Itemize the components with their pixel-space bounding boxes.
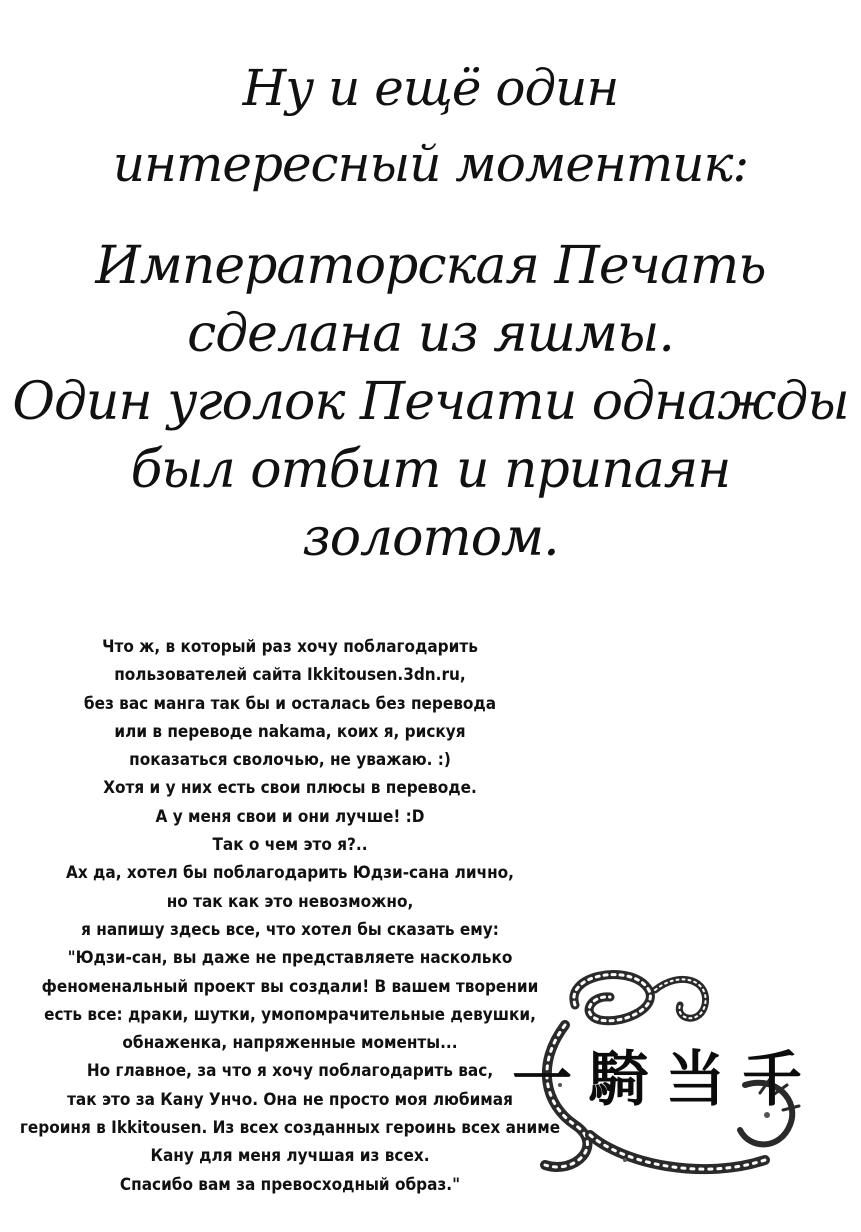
intro-heading — [0, 50, 861, 202]
logo-char: 当 — [665, 1045, 726, 1115]
thanks-line: Что ж, в который раз хочу поблагодарить — [102, 637, 478, 657]
thanks-line: Так о чем это я?.. — [212, 835, 368, 856]
thanks-line: есть все: драки, шутки, умопомрачительные девушки, — [44, 1004, 536, 1025]
thanks-line: Кану для меня лучшая из всех. — [150, 1146, 430, 1167]
thanks-line: феноменальный проект вы создали! В вашем творении — [41, 976, 539, 997]
fact-line: сделана из яшмы. — [187, 304, 674, 364]
fact-line: Императорская Печать — [95, 236, 766, 296]
logo-char: 騎 — [588, 1045, 649, 1115]
thanks-line: Хотя и у них есть свои плюсы в переводе. — [103, 778, 477, 799]
thanks-line: "Юдзи-сан, вы даже не представляете насколько — [67, 948, 513, 969]
thanks-line: обнаженка, напряженные моменты... — [122, 1033, 458, 1054]
thanks-line: так это за Кану Унчо. Она не просто моя любимая — [67, 1089, 513, 1110]
fact-line: был отбит и припаян золотом. — [130, 440, 731, 568]
thanks-line: героиня в Ikkitousen. Из всех созданных героинь всех аниме — [19, 1118, 561, 1139]
thanks-line: я напишу здесь все, что хотел бы сказать ему: — [81, 919, 499, 940]
thanks-line: А у меня свои и они лучше! :D — [155, 806, 425, 827]
thanks-line: или в переводе nakama, коих я, рискуя — [114, 721, 466, 742]
thanks-line: но так как это невозможно, — [166, 891, 414, 912]
thanks-line: пользователей сайта Ikkitousen.3dn.ru, — [114, 665, 466, 686]
thanks-line: Спасибо вам за превосходный образ." — [119, 1174, 461, 1195]
ikkitousen-logo — [512, 1030, 802, 1120]
intro-line: интересный моментик: — [112, 135, 749, 193]
thanks-line: без вас манга так бы и осталась без перевода — [83, 693, 497, 714]
thanks-line: Но главное, за что я хочу поблагодарить вас, — [86, 1061, 494, 1082]
fact-line: Один уголок Печати однажды — [12, 372, 849, 432]
thanks-line: Ах да, хотел бы поблагодарить Юдзи-сана лично, — [66, 863, 514, 884]
seal-fact — [0, 232, 861, 572]
logo-char: 一 — [512, 1045, 572, 1115]
thanks-paragraph — [0, 633, 580, 1199]
logo-char: 千 — [741, 1045, 802, 1115]
intro-line: Ну и ещё один — [242, 59, 619, 117]
thanks-line: показаться сволочью, не уважаю. :) — [129, 750, 451, 771]
